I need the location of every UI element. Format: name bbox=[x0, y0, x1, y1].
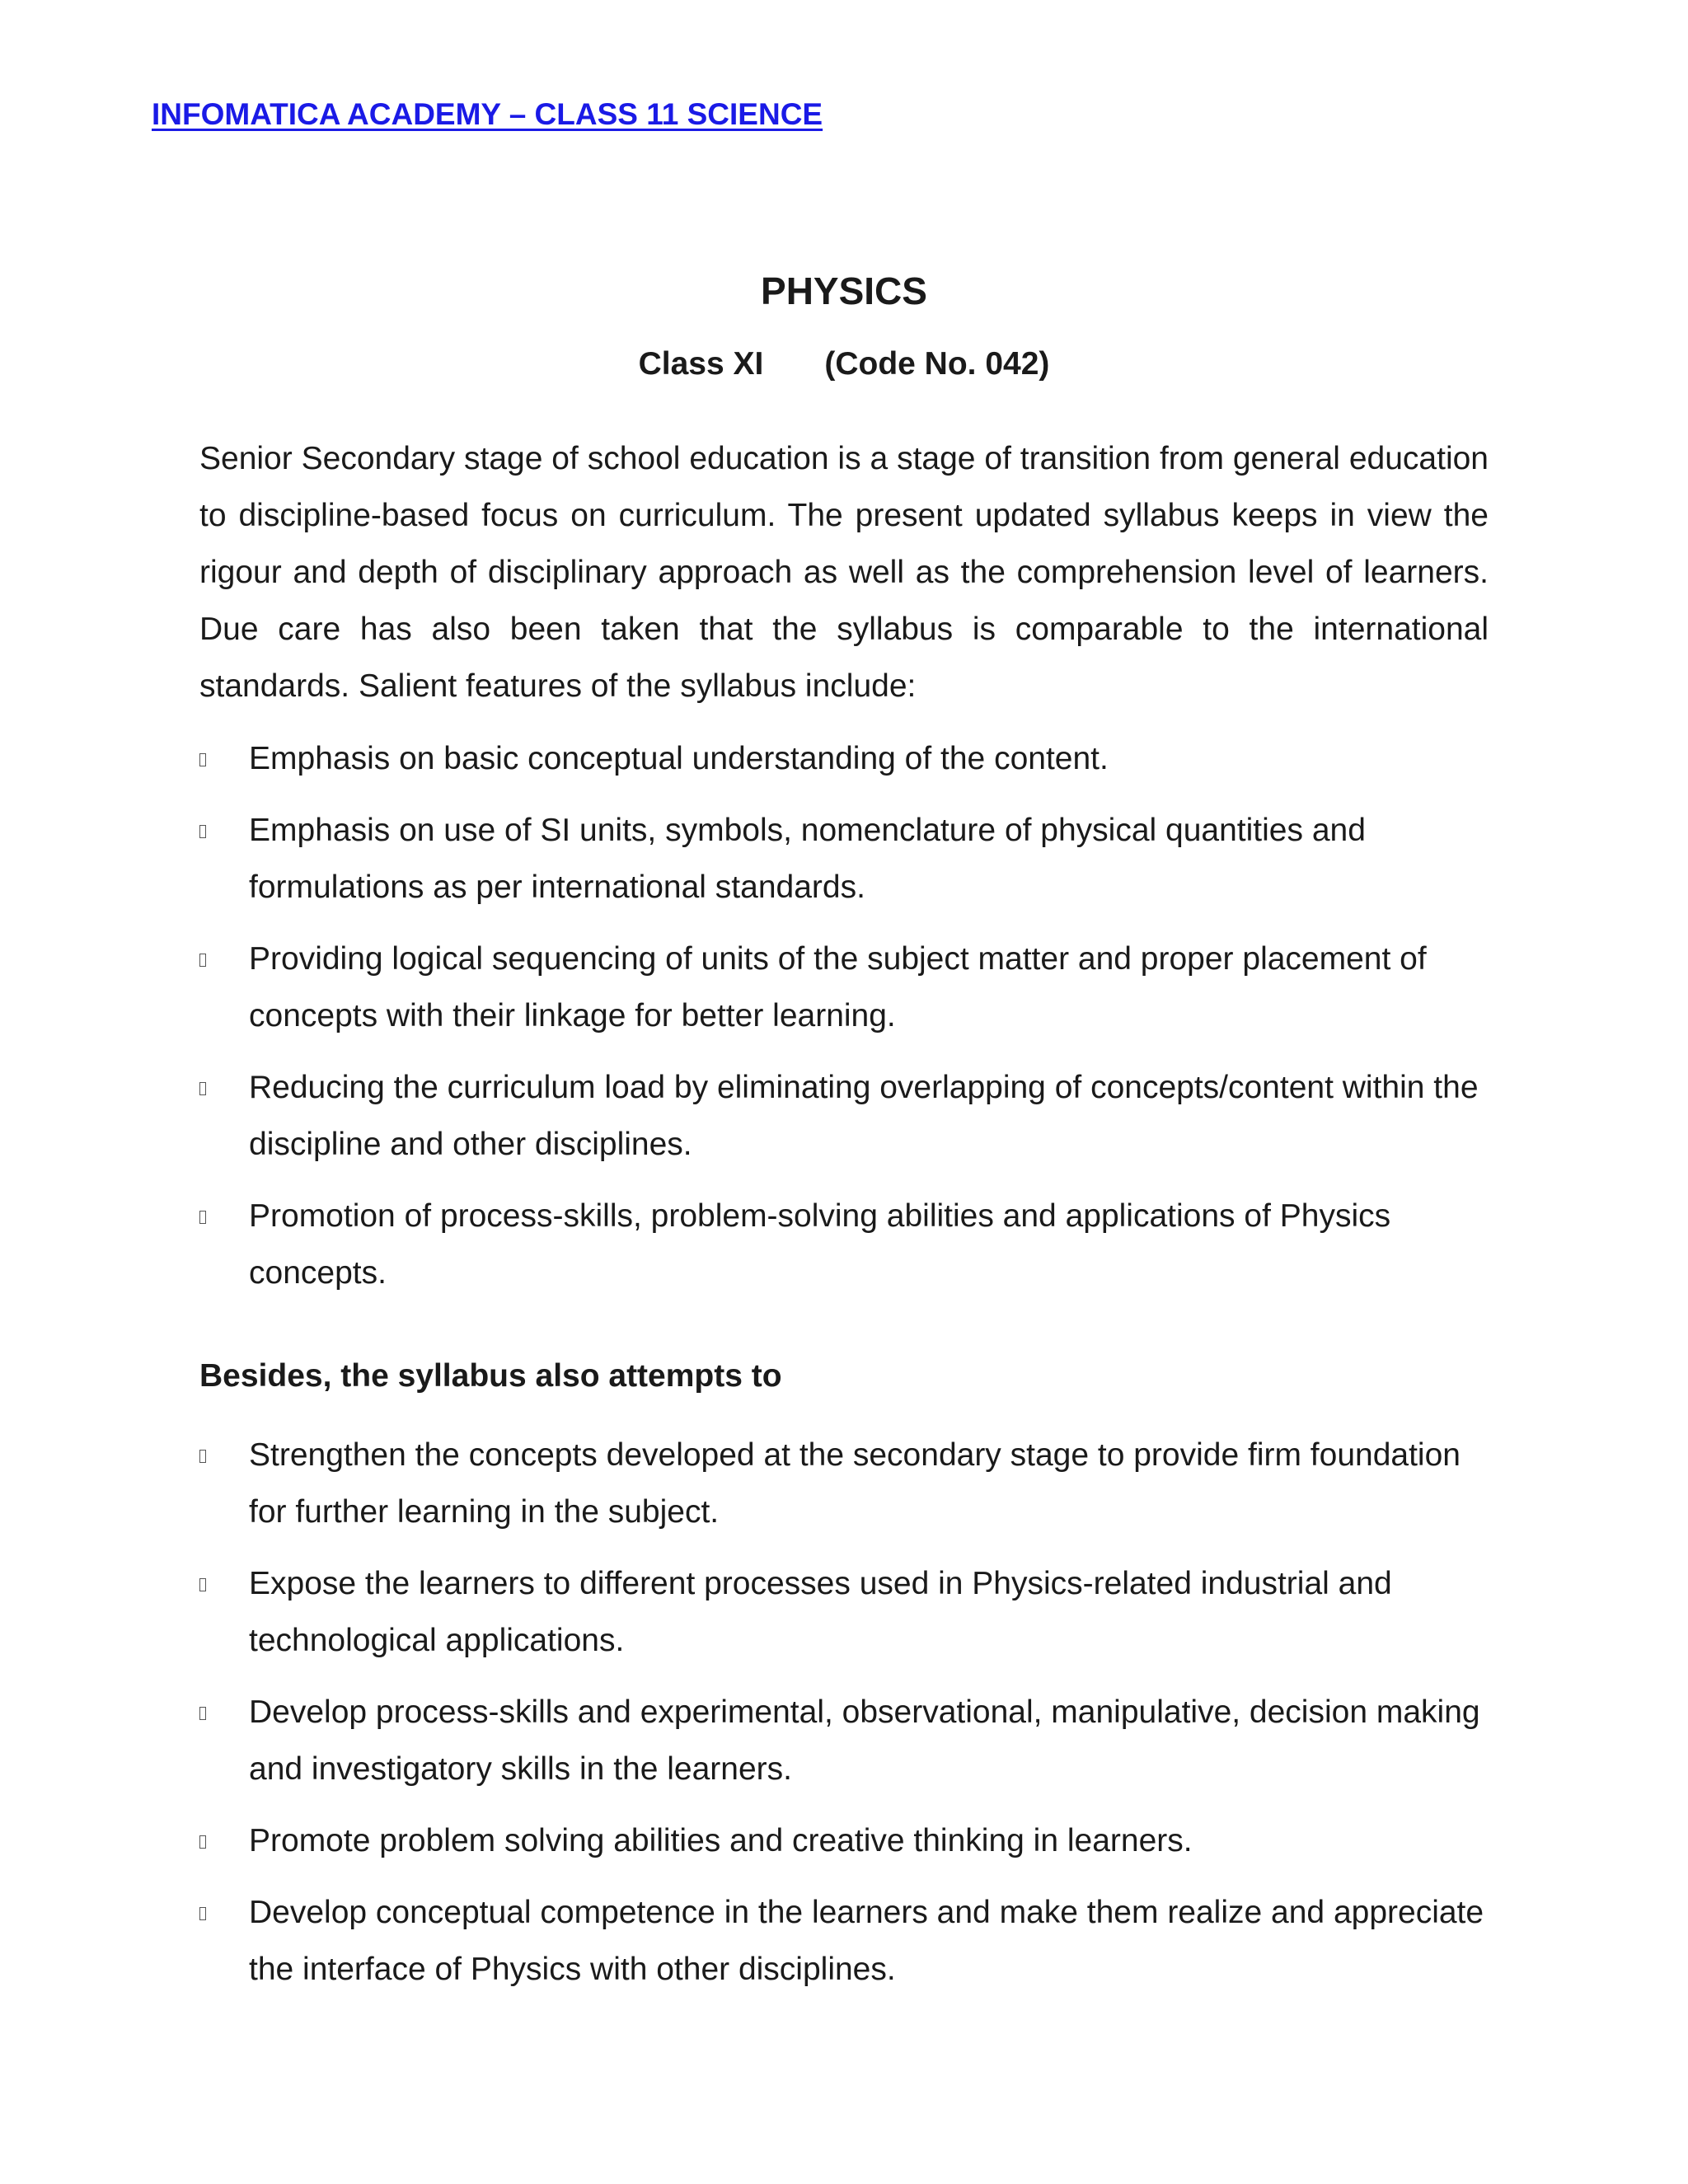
list-item-text: Providing logical sequencing of units of the subject matter and proper placement of concepts with their linkage for better learning. bbox=[249, 941, 1427, 1033]
list-item-text: Reducing the curriculum load by eliminating overlapping of concepts/content within the discipline and other disciplines. bbox=[249, 1070, 1479, 1162]
list-item-text: Promotion of process-skills, problem-solving abilities and applications of Physics concepts. bbox=[249, 1198, 1391, 1291]
class-label: Class XI bbox=[638, 346, 764, 382]
list-item-text: Emphasis on basic conceptual understanding of the content. bbox=[249, 741, 1109, 776]
bullet-icon bbox=[199, 954, 206, 967]
list-item bbox=[199, 1427, 1489, 1540]
list-item bbox=[199, 730, 1489, 787]
list-item-text: Expose the learners to different processes used in Physics-related industrial and technological applications. bbox=[249, 1566, 1392, 1658]
bullet-icon bbox=[199, 1907, 206, 1920]
list-item bbox=[199, 1059, 1489, 1173]
code-label: (Code No. 042) bbox=[824, 346, 1050, 382]
list-item bbox=[199, 1884, 1489, 1998]
list-item-text: Develop process-skills and experimental, observational, manipulative, decision making and investigatory skills in the learners. bbox=[249, 1694, 1480, 1787]
bullet-icon bbox=[199, 1211, 206, 1224]
features-list bbox=[199, 730, 1489, 1316]
bullet-icon bbox=[199, 1082, 206, 1095]
list-item bbox=[199, 1684, 1489, 1797]
page-title: PHYSICS bbox=[761, 269, 927, 312]
bullet-icon bbox=[199, 1707, 206, 1720]
bullet-icon bbox=[199, 1450, 206, 1463]
list-item bbox=[199, 1188, 1489, 1301]
intro-paragraph: Senior Secondary stage of school education is a stage of transition from general education to discipline-based focus on curriculum. The present updated syllabus keeps in view the rigour and depth of disciplinary approach as well as the comprehension level of learners. Due care has also been taken that the syllabus is comparable to the international standards. Salient features of the syllabus include: bbox=[199, 441, 1489, 704]
list-item bbox=[199, 1812, 1489, 1869]
list-item bbox=[199, 1555, 1489, 1669]
list-item-text: Strengthen the concepts developed at the secondary stage to provide firm foundation for further learning in the subject. bbox=[249, 1437, 1461, 1530]
section-heading: Besides, the syllabus also attempts to bbox=[199, 1358, 782, 1394]
list-item-text: Emphasis on use of SI units, symbols, nomenclature of physical quantities and formulations as per international standards. bbox=[249, 813, 1366, 905]
list-item-text: Develop conceptual competence in the learners and make them realize and appreciate the interface of Physics with other disciplines. bbox=[249, 1895, 1484, 1987]
bullet-icon bbox=[199, 1835, 206, 1849]
bullet-icon bbox=[199, 825, 206, 838]
bullet-icon bbox=[199, 1578, 206, 1591]
list-item bbox=[199, 930, 1489, 1044]
list-item bbox=[199, 802, 1489, 916]
bullet-icon bbox=[199, 753, 206, 766]
attempts-list bbox=[199, 1427, 1489, 2013]
header-link[interactable]: INFOMATICA ACADEMY – CLASS 11 SCIENCE bbox=[152, 97, 823, 131]
subtitle bbox=[0, 346, 1688, 382]
list-item-text: Promote problem solving abilities and creative thinking in learners. bbox=[249, 1823, 1193, 1858]
